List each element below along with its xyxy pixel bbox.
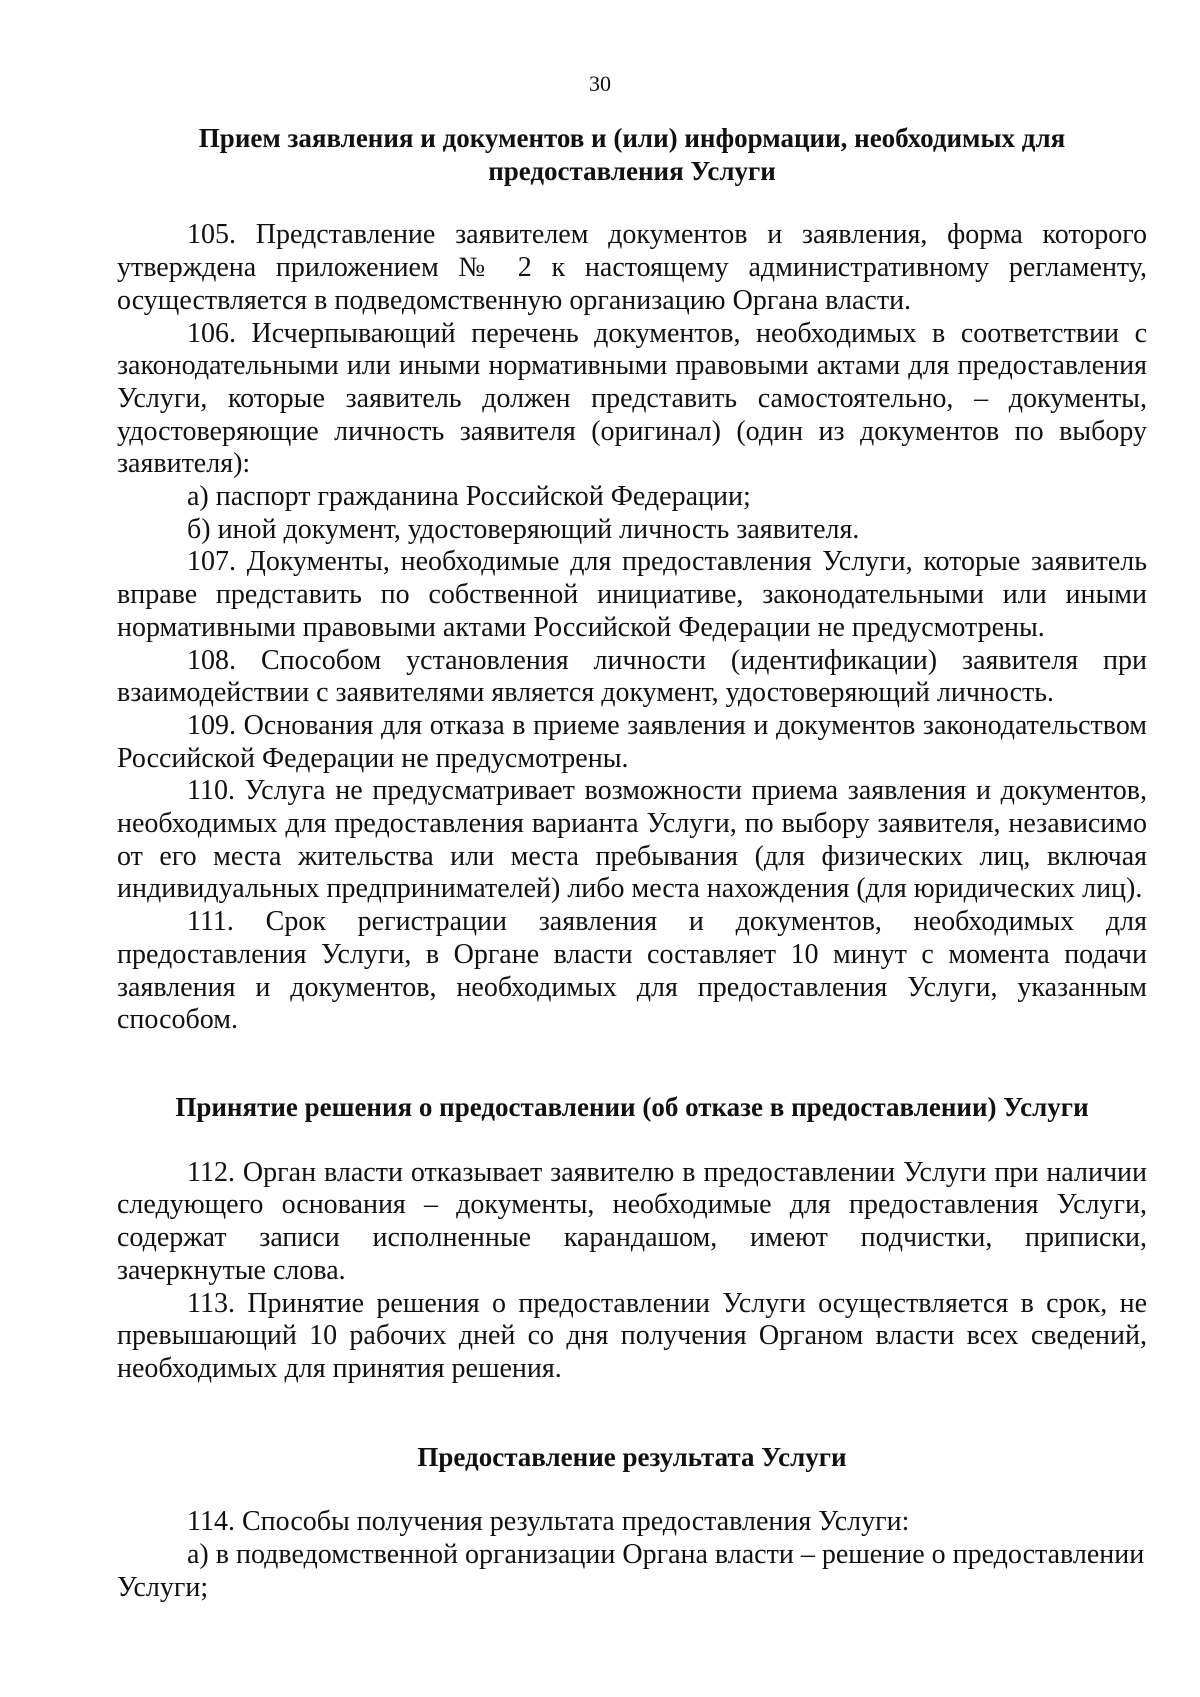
paragraph-114: 114. Способы получения результата предоставления Услуги: (187, 1506, 910, 1538)
section-heading-reception: Прием заявления и документов и (или) информации, необходимых для предоставления Услуги (198, 123, 1066, 186)
paragraph-112: 112. Орган власти отказывает заявителю в предоставлении Услуги при наличии следующего основания – документы, необходимые для предоставления Услуги, содержат записи исполненные карандашом, имеют подчистки, приписки, зачеркнутые слова. (117, 1156, 1147, 1286)
paragraph-108: 108. Способом установления личности (идентификации) заявителя при взаимодействии с заявителями является документ, удостоверяющий личность. (117, 644, 1147, 709)
list-item-a-passport: а) паспорт гражданина Российской Федерации; (187, 481, 751, 513)
paragraph-110: 110. Услуга не предусматривает возможности приема заявления и документов, необходимых для предоставления варианта Услуги, по выбору заявителя, независимо от его места жительства или места пребывания (для физических лиц, включая индивидуальных предпринимателей) либо места нахождения (для юридических лиц). (117, 775, 1147, 905)
page-number: 30 (589, 71, 611, 96)
paragraph-106: 106. Исчерпывающий перечень документов, необходимых в соответствии с законодательными или иными нормативными правовыми актами для предоставления Услуги, которые заявитель должен представить самостоятельно, – документы, удостоверяющие личность заявителя (оригинал) (один из документов по выбору заявителя): (117, 317, 1147, 480)
list-item-a-result: а) в подведомственной организации Органа власти – решение о предоставлении Услуги; (117, 1539, 1145, 1603)
paragraph-107: 107. Документы, необходимые для предоставления Услуги, которые заявитель вправе представить по собственной инициативе, законодательными или иными нормативными правовыми актами Российской Федерации не предусмотрены. (117, 546, 1147, 643)
paragraph-105: 105. Представление заявителем документов и заявления, форма которого утверждена приложением № 2 к настоящему административному регламенту, осуществляется в подведомственную организацию Органа власти. (117, 219, 1147, 316)
paragraph-113: 113. Принятие решения о предоставлении Услуги осуществляется в срок, не превышающий 10 рабочих дней со дня получения Органом власти всех сведений, необходимых для принятия решения. (117, 1287, 1147, 1384)
paragraph-111: 111. Срок регистрации заявления и документов, необходимых для предоставления Услуги, в Органе власти составляет 10 минут с момента подачи заявления и документов, необходимых для предоставления Услуги, указанным способом. (117, 906, 1147, 1036)
section-heading-decision: Принятие решения о предоставлении (об отказе в предоставлении) Услуги (175, 1091, 1089, 1122)
list-item-b-other-document: б) иной документ, удостоверяющий личность заявителя. (187, 513, 860, 545)
paragraph-109: 109. Основания для отказа в приеме заявления и документов законодательством Российской Федерации не предусмотрены. (117, 709, 1147, 774)
document-body (117, 122, 1147, 1604)
section-heading-result: Предоставление результата Услуги (417, 1441, 847, 1472)
